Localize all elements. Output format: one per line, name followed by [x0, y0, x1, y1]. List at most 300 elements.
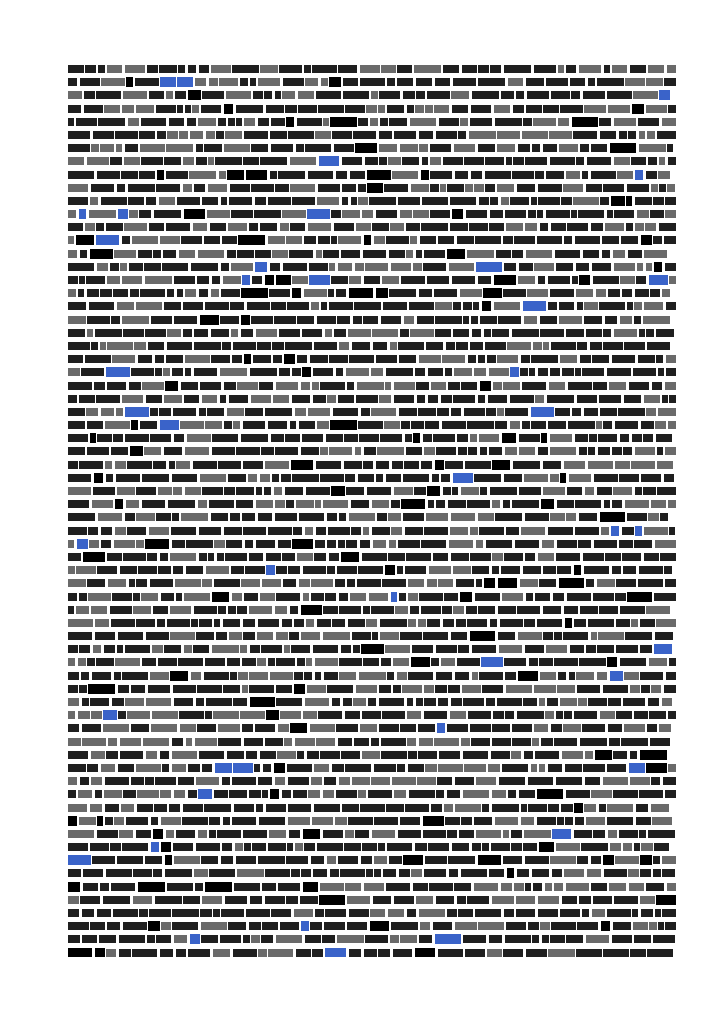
- glyph-run: [423, 434, 432, 442]
- glyph-run: [537, 817, 556, 825]
- glyph-run: [482, 843, 489, 851]
- glyph-run: [185, 447, 209, 455]
- glyph-run: [276, 593, 300, 601]
- glyph-run: [68, 223, 83, 231]
- glyph-run: [400, 632, 422, 640]
- glyph-run: [588, 698, 607, 706]
- glyph-run: [218, 118, 226, 126]
- glyph-run: [549, 382, 565, 390]
- glyph-run: [658, 171, 670, 179]
- glyph-run: [372, 329, 398, 337]
- glyph-run: [372, 830, 395, 838]
- text-line: [68, 906, 676, 919]
- glyph-run: [436, 500, 445, 508]
- glyph-run: [447, 909, 457, 917]
- glyph-run: [321, 78, 328, 86]
- glyph-run: [363, 250, 386, 258]
- glyph-run: [591, 883, 607, 891]
- glyph-run: [181, 382, 198, 390]
- glyph-run: [392, 777, 416, 785]
- glyph-run: [575, 817, 584, 825]
- glyph-run: [185, 368, 191, 376]
- text-line: [68, 880, 676, 893]
- glyph-run: [560, 105, 583, 113]
- glyph-run: [319, 156, 339, 166]
- glyph-run: [490, 210, 503, 218]
- glyph-run: [285, 487, 303, 495]
- glyph-run: [630, 685, 640, 693]
- glyph-run: [214, 619, 220, 627]
- glyph-run: [241, 434, 268, 442]
- glyph-run: [232, 355, 242, 363]
- glyph-run: [136, 540, 144, 548]
- glyph-run: [99, 935, 116, 943]
- glyph-run: [176, 461, 190, 469]
- glyph-run: [497, 144, 515, 152]
- glyph-run: [640, 750, 667, 760]
- glyph-run: [556, 711, 563, 719]
- glyph-run: [121, 171, 138, 179]
- glyph-run: [91, 342, 98, 350]
- glyph-run: [390, 342, 397, 350]
- glyph-run: [236, 447, 260, 455]
- glyph-run: [436, 645, 457, 653]
- glyph-run: [136, 830, 151, 838]
- glyph-run: [230, 672, 237, 680]
- glyph-run: [251, 935, 260, 943]
- text-line: [68, 471, 676, 484]
- glyph-run: [576, 263, 589, 271]
- glyph-run: [535, 171, 544, 179]
- glyph-run: [145, 777, 154, 785]
- text-line: [68, 418, 676, 431]
- glyph-run: [489, 935, 502, 943]
- glyph-run: [314, 764, 329, 772]
- glyph-run: [85, 223, 95, 231]
- glyph-run: [329, 355, 348, 363]
- glyph-run: [288, 817, 310, 825]
- glyph-run: [313, 645, 338, 653]
- glyph-run: [280, 223, 289, 231]
- glyph-run: [644, 553, 659, 561]
- text-line: [68, 233, 676, 246]
- glyph-run: [199, 65, 209, 73]
- glyph-run: [570, 78, 585, 86]
- glyph-run: [138, 250, 152, 258]
- glyph-run: [196, 698, 204, 706]
- glyph-run: [302, 329, 322, 337]
- glyph-run: [164, 157, 181, 165]
- glyph-run: [362, 210, 373, 218]
- glyph-run: [550, 474, 559, 482]
- glyph-run: [97, 909, 111, 917]
- glyph-run: [68, 434, 88, 442]
- glyph-run: [307, 685, 326, 693]
- glyph-run: [97, 816, 103, 826]
- glyph-run: [610, 843, 621, 851]
- glyph-run: [291, 645, 310, 653]
- glyph-run: [593, 593, 614, 601]
- glyph-run: [427, 276, 449, 284]
- glyph-run: [125, 513, 135, 521]
- glyph-run: [276, 632, 288, 640]
- glyph-run: [139, 909, 148, 917]
- glyph-run: [413, 883, 428, 891]
- glyph-run: [290, 223, 305, 231]
- glyph-run: [286, 896, 298, 904]
- glyph-run: [170, 606, 191, 614]
- text-line: [68, 919, 676, 932]
- glyph-run: [303, 593, 309, 601]
- glyph-run: [100, 289, 112, 297]
- glyph-run: [251, 316, 273, 324]
- glyph-run: [522, 382, 546, 390]
- glyph-run: [91, 711, 102, 719]
- glyph-run: [156, 105, 176, 113]
- glyph-run: [172, 368, 183, 376]
- glyph-run: [616, 711, 632, 719]
- glyph-run: [212, 276, 220, 284]
- glyph-run: [199, 408, 206, 416]
- glyph-run: [667, 184, 675, 192]
- glyph-run: [229, 632, 242, 640]
- glyph-run: [336, 289, 346, 297]
- glyph-run: [497, 698, 522, 706]
- glyph-run: [155, 368, 162, 376]
- glyph-run: [366, 869, 373, 877]
- glyph-run: [301, 632, 320, 640]
- glyph-run: [566, 171, 580, 179]
- glyph-run: [546, 78, 568, 86]
- glyph-run: [297, 553, 313, 561]
- glyph-run: [486, 540, 512, 548]
- glyph-run: [323, 250, 339, 258]
- glyph-run: [238, 672, 248, 680]
- glyph-run: [162, 263, 188, 271]
- glyph-run: [510, 395, 534, 403]
- glyph-run: [585, 487, 594, 495]
- glyph-run: [107, 276, 120, 284]
- glyph-run: [306, 658, 312, 666]
- glyph-run: [490, 619, 497, 627]
- glyph-run: [493, 382, 502, 390]
- glyph-run: [243, 619, 255, 627]
- glyph-run: [260, 751, 276, 759]
- glyph-run: [280, 922, 299, 930]
- glyph-run: [289, 250, 313, 258]
- glyph-run: [548, 302, 557, 310]
- glyph-run: [397, 65, 412, 73]
- glyph-run: [243, 527, 266, 535]
- glyph-run: [505, 935, 531, 943]
- glyph-run: [190, 131, 203, 139]
- glyph-run: [274, 763, 285, 773]
- glyph-run: [456, 342, 468, 350]
- glyph-run: [372, 500, 389, 508]
- glyph-run: [227, 250, 236, 258]
- glyph-run: [341, 645, 351, 653]
- glyph-run: [479, 527, 504, 535]
- glyph-run: [377, 513, 387, 521]
- glyph-run: [349, 276, 361, 284]
- glyph-run: [518, 632, 542, 640]
- glyph-run: [193, 461, 217, 469]
- glyph-run: [79, 593, 87, 601]
- glyph-run: [425, 764, 437, 772]
- glyph-run: [242, 275, 250, 285]
- glyph-run: [231, 210, 253, 218]
- glyph-run: [381, 738, 406, 746]
- glyph-run: [374, 869, 381, 877]
- glyph-run: [82, 724, 101, 732]
- glyph-run: [450, 197, 476, 205]
- glyph-run: [495, 421, 507, 429]
- glyph-run: [260, 157, 287, 165]
- glyph-run: [379, 698, 404, 706]
- glyph-run: [258, 777, 272, 785]
- glyph-run: [105, 804, 119, 812]
- glyph-run: [609, 883, 626, 891]
- glyph-run: [292, 197, 315, 205]
- glyph-run: [577, 922, 598, 930]
- glyph-run: [332, 698, 340, 706]
- glyph-run: [574, 619, 586, 627]
- glyph-run: [87, 421, 103, 429]
- glyph-run: [317, 421, 329, 429]
- glyph-run: [597, 672, 607, 680]
- glyph-run: [166, 830, 174, 838]
- glyph-run: [627, 184, 649, 192]
- glyph-run: [548, 764, 562, 772]
- glyph-run: [593, 830, 605, 838]
- glyph-run: [328, 289, 334, 297]
- glyph-run: [628, 250, 642, 258]
- glyph-run: [386, 804, 404, 812]
- glyph-run: [492, 566, 499, 574]
- glyph-run: [464, 408, 485, 416]
- glyph-run: [584, 804, 596, 812]
- glyph-run: [515, 540, 539, 548]
- glyph-run: [358, 118, 368, 126]
- glyph-run: [571, 91, 580, 99]
- glyph-run: [338, 65, 357, 73]
- glyph-run: [156, 513, 171, 521]
- glyph-run: [180, 724, 196, 732]
- glyph-run: [516, 909, 535, 917]
- glyph-run: [311, 579, 333, 587]
- glyph-run: [160, 77, 176, 87]
- glyph-run: [600, 711, 615, 719]
- glyph-run: [651, 500, 666, 508]
- glyph-run: [260, 65, 278, 73]
- glyph-run: [388, 513, 401, 521]
- glyph-run: [538, 184, 562, 192]
- glyph-run: [559, 302, 574, 310]
- glyph-run: [653, 856, 660, 864]
- glyph-run: [140, 289, 165, 297]
- glyph-run: [302, 367, 311, 377]
- glyph-run: [495, 513, 522, 521]
- glyph-run: [462, 685, 481, 693]
- glyph-run: [114, 817, 124, 825]
- glyph-run: [131, 420, 138, 430]
- glyph-run: [166, 91, 173, 99]
- glyph-run: [609, 738, 620, 746]
- glyph-run: [494, 105, 510, 113]
- glyph-run: [654, 593, 676, 601]
- glyph-run: [575, 434, 588, 442]
- glyph-run: [313, 869, 327, 877]
- glyph-run: [245, 566, 265, 574]
- glyph-run: [607, 657, 617, 667]
- glyph-run: [615, 593, 626, 601]
- glyph-run: [277, 751, 296, 759]
- glyph-run: [603, 949, 629, 957]
- glyph-run: [215, 157, 242, 165]
- glyph-run: [339, 777, 350, 785]
- glyph-run: [641, 421, 654, 429]
- glyph-run: [472, 329, 481, 337]
- glyph-run: [352, 342, 370, 350]
- glyph-run: [373, 896, 391, 904]
- glyph-run: [526, 78, 544, 86]
- glyph-run: [381, 658, 391, 666]
- glyph-run: [448, 685, 460, 693]
- glyph-run: [208, 553, 214, 561]
- glyph-run: [646, 883, 664, 891]
- glyph-run: [76, 606, 89, 614]
- glyph-run: [407, 738, 416, 746]
- glyph-run: [232, 817, 256, 825]
- glyph-run: [640, 645, 652, 653]
- glyph-run: [209, 78, 218, 86]
- glyph-run: [221, 263, 229, 271]
- glyph-run: [461, 487, 479, 495]
- glyph-run: [354, 738, 369, 746]
- glyph-run: [160, 236, 180, 244]
- glyph-run: [118, 685, 129, 693]
- glyph-run: [155, 355, 164, 363]
- glyph-run: [68, 764, 86, 772]
- glyph-run: [467, 896, 489, 904]
- glyph-run: [211, 355, 230, 363]
- glyph-run: [583, 91, 605, 99]
- glyph-run: [339, 672, 356, 680]
- glyph-run: [550, 289, 574, 297]
- glyph-run: [188, 65, 196, 73]
- glyph-run: [399, 869, 410, 877]
- glyph-run: [417, 777, 436, 785]
- glyph-run: [588, 78, 595, 86]
- glyph-run: [311, 856, 324, 864]
- text-line: [68, 194, 676, 207]
- glyph-run: [353, 316, 362, 324]
- glyph-run: [168, 500, 195, 508]
- glyph-run: [431, 382, 446, 390]
- glyph-run: [575, 500, 601, 508]
- glyph-run: [575, 236, 600, 244]
- glyph-run: [485, 184, 495, 192]
- glyph-run: [68, 250, 77, 258]
- glyph-run: [560, 909, 580, 917]
- glyph-run: [547, 395, 574, 403]
- glyph-run: [602, 250, 610, 258]
- glyph-run: [442, 355, 465, 363]
- glyph-run: [258, 856, 285, 864]
- glyph-run: [411, 184, 429, 192]
- glyph-run: [335, 817, 347, 825]
- glyph-run: [615, 421, 638, 429]
- glyph-run: [577, 395, 597, 403]
- glyph-run: [619, 131, 627, 139]
- glyph-run: [172, 513, 179, 521]
- glyph-run: [172, 738, 183, 746]
- glyph-run: [97, 171, 120, 179]
- glyph-run: [550, 513, 565, 521]
- glyph-run: [398, 342, 424, 350]
- glyph-run: [272, 342, 284, 350]
- glyph-run: [543, 144, 557, 152]
- glyph-run: [504, 553, 523, 561]
- glyph-run: [316, 527, 326, 535]
- glyph-run: [68, 355, 83, 363]
- glyph-run: [498, 606, 516, 614]
- glyph-run: [360, 724, 377, 732]
- glyph-run: [602, 236, 619, 244]
- glyph-run: [503, 382, 520, 390]
- glyph-run: [374, 817, 398, 825]
- glyph-run: [644, 527, 668, 535]
- glyph-run: [190, 934, 200, 944]
- glyph-run: [87, 289, 99, 297]
- glyph-run: [347, 922, 367, 930]
- glyph-run: [68, 724, 79, 732]
- glyph-run: [150, 408, 158, 416]
- glyph-run: [250, 645, 260, 653]
- glyph-run: [68, 632, 92, 640]
- glyph-run: [286, 236, 302, 244]
- glyph-run: [297, 355, 307, 363]
- glyph-run: [338, 236, 361, 244]
- glyph-run: [479, 197, 489, 205]
- glyph-run: [199, 527, 221, 535]
- glyph-run: [259, 817, 285, 825]
- glyph-run: [443, 487, 451, 495]
- glyph-run: [303, 566, 326, 574]
- glyph-run: [639, 329, 645, 337]
- glyph-run: [655, 632, 673, 640]
- glyph-run: [508, 78, 523, 86]
- glyph-run: [68, 289, 76, 297]
- glyph-run: [339, 593, 348, 601]
- glyph-run: [202, 91, 224, 99]
- glyph-run: [122, 672, 148, 680]
- glyph-run: [445, 817, 460, 825]
- glyph-run: [478, 276, 491, 284]
- glyph-run: [498, 632, 515, 640]
- glyph-run: [633, 91, 658, 99]
- glyph-run: [233, 698, 247, 706]
- glyph-run: [172, 909, 199, 917]
- glyph-run: [364, 235, 371, 245]
- glyph-run: [84, 91, 95, 99]
- glyph-run: [488, 395, 507, 403]
- text-line: [68, 75, 676, 88]
- glyph-run: [310, 355, 328, 363]
- glyph-run: [455, 804, 481, 812]
- glyph-run: [332, 764, 344, 772]
- glyph-run: [317, 197, 339, 205]
